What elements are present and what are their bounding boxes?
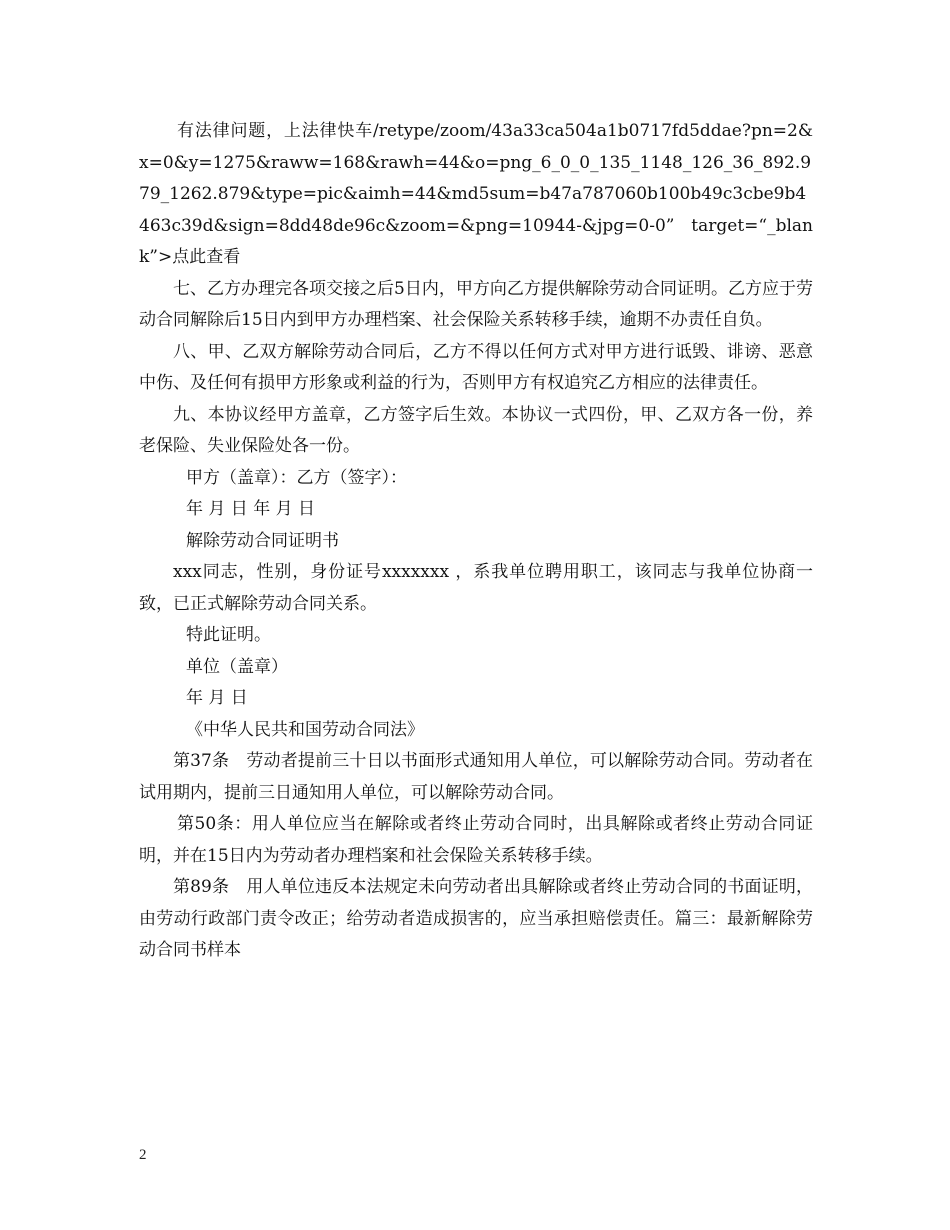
clause-7: 七、乙方办理完各项交接之后5日内，甲方向乙方提供解除劳动合同证明。乙方应于劳动合同解除后15日内到甲方办理档案、社会保险关系转移手续，逾期不办责任自负。	[139, 278, 813, 330]
unit-seal-line: 单位（盖章）	[186, 656, 288, 677]
page-number: 2	[139, 1147, 147, 1163]
article-50: 第50条：用人单位应当在解除或者终止劳动合同时，出具解除或者终止劳动合同证明，并在15日内为劳动者办理档案和社会保险关系转移手续。	[139, 814, 813, 866]
date-line-2: 年 月 日	[186, 688, 248, 708]
date-line: 年 月 日 年 月 日	[186, 499, 316, 519]
law-title: 《中华人民共和国劳动合同法》	[186, 719, 424, 740]
clause-8: 八、甲、乙双方解除劳动合同后，乙方不得以任何方式对甲方进行诋毁、诽谤、恶意中伤、及任何有损甲方形象或利益的行为，否则甲方有权追究乙方相应的法律责任。	[139, 341, 813, 393]
signature-line: 甲方（盖章）：乙方（签字）：	[186, 467, 407, 488]
clause-9: 九、本协议经甲方盖章，乙方签字后生效。本协议一式四份，甲、乙双方各一份，养老保险、失业保险处各一份。	[139, 404, 813, 456]
certificate-title: 解除劳动合同证明书	[186, 530, 339, 551]
link-paragraph: 有法律问题，上法律快车/retype/zoom/43a33ca504a1b0717fd5ddae?pn=2&x=0&y=1275&raww=168&rawh=44&o=png_6_0_0_135_1148_126_36_892.979_1262.879&type=pic&aimh=44&md5sum=b47a787060b100b49c3cbe9b4463c39d&sign=8dd48de96c&zoom=&png=10944-&jpg=0-0” target=“_blank”>点此查看	[139, 121, 813, 267]
certify-line: 特此证明。	[186, 625, 271, 645]
article-89: 第89条 用人单位违反本法规定未向劳动者出具解除或者终止劳动合同的书面证明，由劳动行政部门责令改正；给劳动者造成损害的，应当承担赔偿责任。篇三：最新解除劳动合同书样本	[139, 877, 813, 960]
document-body	[139, 116, 813, 967]
certificate-body: xxx同志，性别，身份证号xxxxxxx ，系我单位聘用职工，该同志与我单位协商一致，已正式解除劳动合同关系。	[139, 562, 813, 614]
article-37: 第37条 劳动者提前三十日以书面形式通知用人单位，可以解除劳动合同。劳动者在试用期内，提前三日通知用人单位，可以解除劳动合同。	[139, 751, 813, 803]
